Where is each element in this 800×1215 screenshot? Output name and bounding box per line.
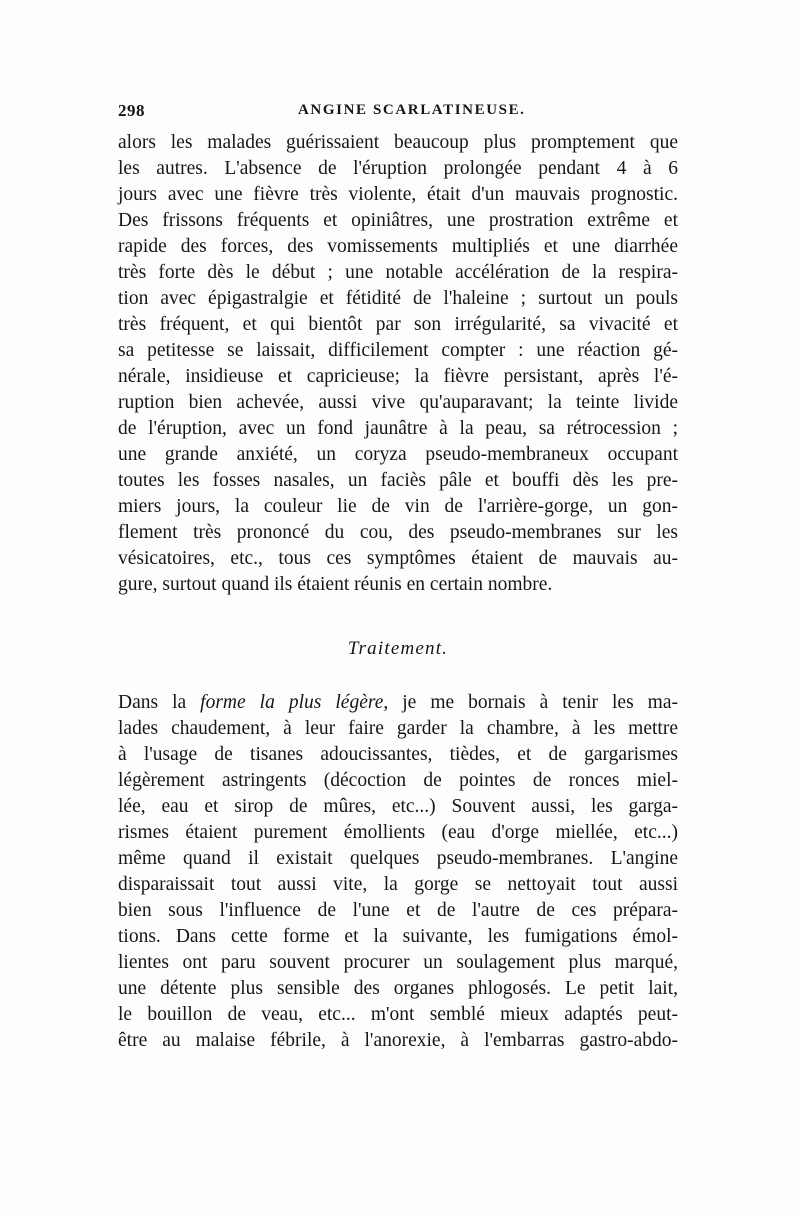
text-line: même quand il existait quelques pseudo-membranes. L'angine xyxy=(118,848,678,869)
text-line: légèrement astringents (décoction de pointes de ronces miel- xyxy=(118,770,678,791)
text-line: tions. Dans cette forme et la suivante, les fumigations émol- xyxy=(118,926,678,947)
text-line: gure, surtout quand ils étaient réunis en certain nombre. xyxy=(118,574,553,595)
text-line: être au malaise fébrile, à l'anorexie, à l'embarras gastro-abdo- xyxy=(118,1030,678,1051)
text-line: toutes les fosses nasales, un faciès pâle et bouffi dès les pre- xyxy=(118,470,678,491)
text-line: disparaissait tout aussi vite, la gorge se nettoyait tout aussi xyxy=(118,874,678,895)
text-line: les autres. L'absence de l'éruption prolongée pendant 4 à 6 xyxy=(118,158,678,179)
text-line: très fréquent, et qui bientôt par son irrégularité, sa vivacité et xyxy=(118,314,678,335)
text-line: lientes ont paru souvent procurer un soulagement plus marqué, xyxy=(118,952,678,973)
text-run: Dans la xyxy=(118,692,201,713)
text-line: à l'usage de tisanes adoucissantes, tièdes, et de gargarismes xyxy=(118,744,678,765)
text-line: une détente plus sensible des organes phlogosés. Le petit lait, xyxy=(118,978,678,999)
running-head xyxy=(118,101,678,125)
text-line: lades chaudement, à leur faire garder la chambre, à les mettre xyxy=(118,718,678,739)
text-line: sa petitesse se laissait, difficilement compter : une réaction gé- xyxy=(118,340,678,361)
text-line: très forte dès le début ; une notable accélération de la respira- xyxy=(118,262,678,283)
text-line: lée, eau et sirop de mûres, etc...) Souvent aussi, les garga- xyxy=(118,796,678,817)
text-line: le bouillon de veau, etc... m'ont semblé mieux adaptés peut- xyxy=(118,1004,678,1025)
text-line: miers jours, la couleur lie de vin de l'arrière-gorge, un gon- xyxy=(118,496,678,517)
text-run: , je me bornais à tenir les ma- xyxy=(383,692,678,713)
text-line: jours avec une fièvre très violente, était d'un mauvais prognostic. xyxy=(118,184,678,205)
text-line xyxy=(118,690,678,716)
text-line: alors les malades guérissaient beaucoup plus promptement que xyxy=(118,132,678,153)
text-line: tion avec épigastralgie et fétidité de l'haleine ; surtout un pouls xyxy=(118,288,678,309)
text-line: rapide des forces, des vomissements multipliés et une diarrhée xyxy=(118,236,678,257)
text-line: vésicatoires, etc., tous ces symptômes étaient de mauvais au- xyxy=(118,548,678,569)
italic-phrase: forme la plus légère xyxy=(200,692,384,713)
section-heading: Traitement. xyxy=(347,638,449,659)
text-line: une grande anxiété, un coryza pseudo-membraneux occupant xyxy=(118,444,678,465)
text-line: Des frissons fréquents et opiniâtres, une prostration extrême et xyxy=(118,210,678,231)
text-line: ruption bien achevée, aussi vive qu'auparavant; la teinte livide xyxy=(118,392,678,413)
running-title: ANGINE SCARLATINEUSE. xyxy=(298,102,526,118)
text-line: rismes étaient purement émollients (eau d'orge miellée, etc...) xyxy=(118,822,678,843)
text-line: de l'éruption, avec un fond jaunâtre à la peau, sa rétrocession ; xyxy=(118,418,678,439)
page-number: 298 xyxy=(118,101,145,120)
text-line: flement très prononcé du cou, des pseudo-membranes sur les xyxy=(118,522,678,543)
text-line: nérale, insidieuse et capricieuse; la fièvre persistant, après l'é- xyxy=(118,366,678,387)
text-line: bien sous l'influence de l'une et de l'autre de ces prépara- xyxy=(118,900,678,921)
